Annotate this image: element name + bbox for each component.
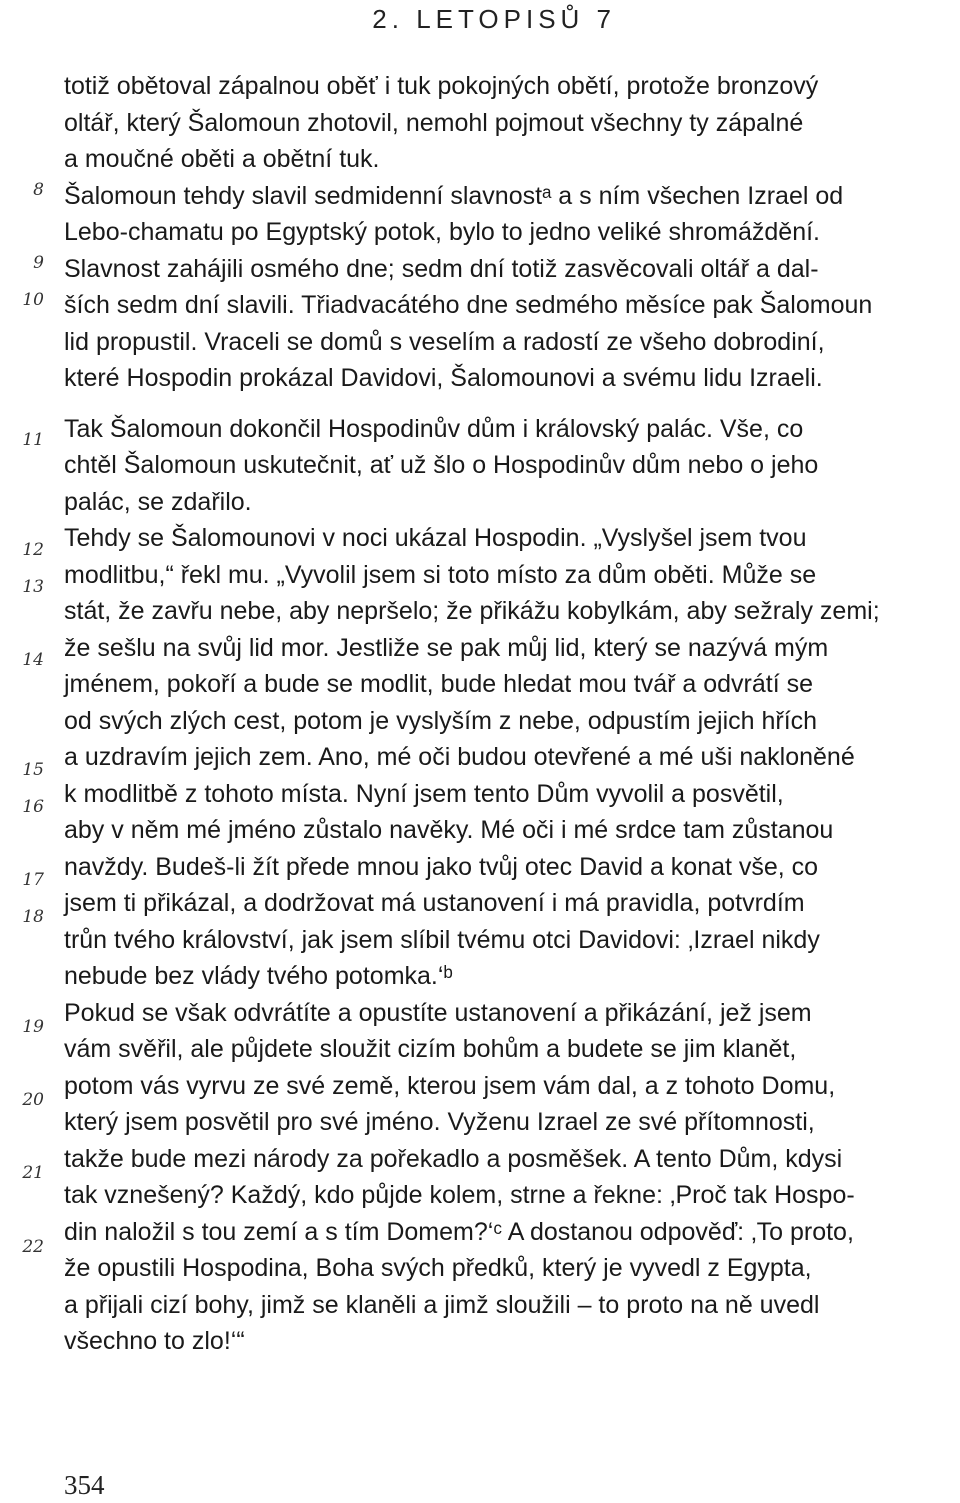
text-line: Tehdy se Šalomounovi v noci ukázal Hospodin. „Vyslyšel jsem tvou	[64, 524, 807, 552]
text-line: lid propustil. Vraceli se domů s veselím a radostí ze všeho dobrodiní,	[64, 327, 825, 356]
verse-number: 17	[22, 870, 44, 890]
body-text	[64, 68, 954, 1360]
verse-number: 21	[22, 1163, 44, 1183]
text-line: že opustili Hospodina, Boha svých předků, který je vyvedl z Egypta,	[64, 1254, 812, 1282]
paragraph-gap	[64, 397, 954, 411]
verse-number: 10	[22, 290, 44, 310]
text-line: že sešlu na svůj lid mor. Jestliže se pak můj lid, který se nazývá mým	[64, 633, 829, 662]
text-line: který jsem posvětil pro své jméno. Vyženu Izrael ze své přítomnosti,	[64, 1108, 815, 1136]
running-head: 2. LETOPISŮ 7	[372, 4, 616, 34]
text-line: tak vznešený? Každý, kdo půjde kolem, strne a řekne: ‚Proč tak Hospo-	[64, 1181, 855, 1209]
text-line: k modlitbě z tohoto místa. Nyní jsem tento Dům vyvolil a posvětil,	[64, 779, 784, 808]
text-line: Slavnost zahájili osmého dne; sedm dní totiž zasvěcovali oltář a dal-	[64, 254, 819, 283]
verse-number: 14	[22, 650, 44, 670]
text-line: které Hospodin prokázal Davidovi, Šalomounovi a svému lidu Izraeli.	[64, 364, 823, 392]
verse-number: 22	[22, 1237, 44, 1257]
verse-number: 9	[33, 253, 44, 273]
text-line: a uzdravím jejich zem. Ano, mé oči budou otevřené a mé uši nakloněné	[64, 743, 855, 771]
text-line: Šalomoun tehdy slavil sedmidenní slavnostᵃ a s ním všechen Izrael od	[64, 181, 844, 210]
text-line: din naložil s tou zemí a s tím Domem?‘ᶜ A dostanou odpověď: ‚To proto,	[64, 1217, 854, 1246]
text-line: palác, se zdařilo.	[64, 487, 252, 516]
text-line: modlitbu,“ řekl mu. „Vyvolil jsem si toto místo za dům oběti. Může se	[64, 560, 817, 589]
text-line: totiž obětoval zápalnou oběť i tuk pokojných obětí, protože bronzový	[64, 72, 819, 100]
text-line: Pokud se však odvrátíte a opustíte ustanovení a přikázání, jež jsem	[64, 998, 812, 1027]
text-line: a přijali cizí bohy, jimž se klaněli a jimž sloužili – to proto na ně uvedl	[64, 1290, 820, 1319]
text-line: Tak Šalomoun dokončil Hospodinův dům i královský palác. Vše, co	[64, 414, 804, 443]
page-number: 354	[64, 1470, 105, 1500]
text-line: navždy. Budeš-li žít přede mnou jako tvůj otec David a konat vše, co	[64, 852, 819, 881]
text-line: takže bude mezi národy za pořekadlo a posměšek. A tento Dům, kdysi	[64, 1144, 843, 1173]
text-line: aby v něm mé jméno zůstalo navěky. Mé oči i mé srdce tam zůstanou	[64, 816, 834, 844]
verse-number: 12	[22, 540, 44, 560]
text-line: oltář, který Šalomoun zhotovil, nemohl pojmout všechny ty zápalné	[64, 108, 804, 137]
verse-number: 16	[22, 797, 44, 817]
text-line: a moučné oběti a obětní tuk.	[64, 145, 380, 173]
verse-number: 13	[22, 577, 44, 597]
text-line: od svých zlých cest, potom je vyslyším z nebe, odpustím jejich hřích	[64, 706, 818, 735]
text-line: chtěl Šalomoun uskutečnit, ať už šlo o Hospodinův dům nebo o jeho	[64, 451, 819, 479]
text-line: ších sedm dní slavili. Třiadvacátého dne sedmého měsíce pak Šalomoun	[64, 291, 873, 319]
verse-number: 18	[22, 907, 44, 927]
text-line: potom vás vyrvu ze své země, kterou jsem vám dal, a z tohoto Domu,	[64, 1071, 836, 1100]
verse-number: 8	[33, 180, 44, 200]
text-line: vám svěřil, ale půjdete sloužit cizím bohům a budete se jim klanět,	[64, 1035, 797, 1063]
text-line: trůn tvého království, jak jsem slíbil tvému otci Davidovi: ‚Izrael nikdy	[64, 925, 820, 954]
text-line: všechno to zlo!‘“	[64, 1327, 245, 1355]
text-line: jsem ti přikázal, a dodržovat má ustanovení i má pravidla, potvrdím	[64, 889, 805, 917]
text-line: jménem, pokoří a bude se modlit, bude hledat mou tvář a odvrátí se	[64, 670, 814, 698]
text-line: nebude bez vlády tvého potomka.‘ᵇ	[64, 962, 453, 990]
verse-number: 15	[22, 760, 44, 780]
text-line: stát, že zavřu nebe, aby nepršelo; že přikážu kobylkám, aby sežraly zemi;	[64, 597, 880, 625]
text-line: Lebo-chamatu po Egyptský potok, bylo to jedno veliké shromáždění.	[64, 218, 820, 246]
verse-number: 11	[22, 430, 44, 450]
verse-number: 19	[22, 1017, 44, 1037]
verse-number: 20	[22, 1090, 44, 1110]
